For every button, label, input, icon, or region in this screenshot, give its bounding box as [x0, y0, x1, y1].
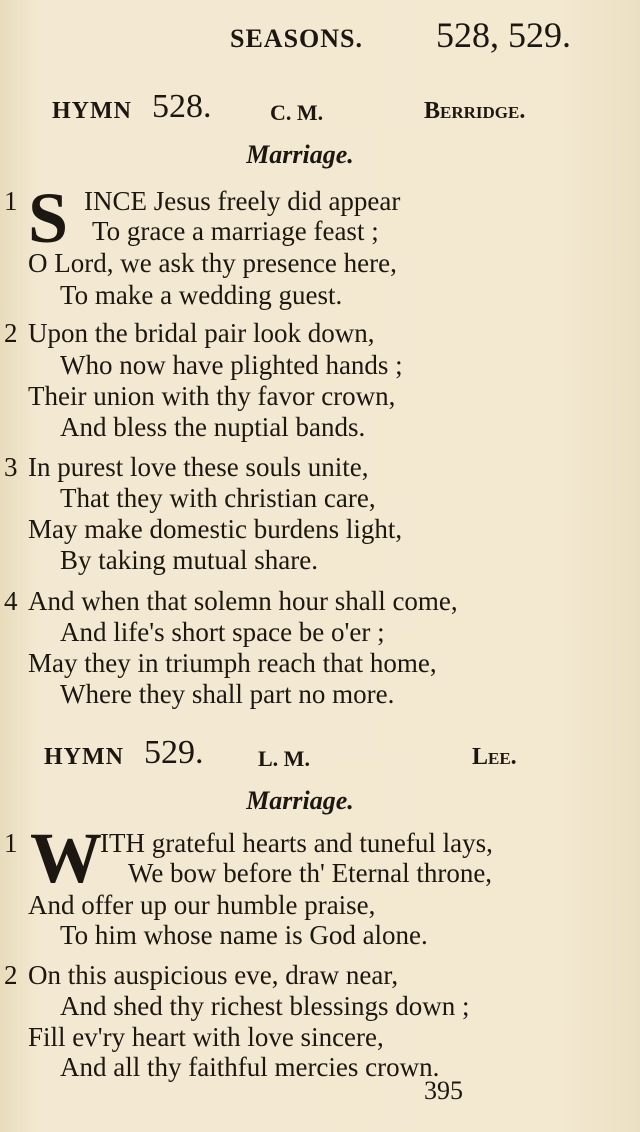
- verse-number: 1: [4, 828, 18, 858]
- hymn-line: Fill ev'ry heart with love sincere,: [28, 1022, 384, 1052]
- hymn-heading: [0, 88, 640, 132]
- hymn-line: Where they shall part no more.: [60, 679, 395, 709]
- hymn-meter: C. M.: [270, 100, 324, 125]
- hymn-line: INCE Jesus freely did appear: [84, 186, 401, 216]
- hymn-line: And shed thy richest blessings down ;: [60, 991, 470, 1021]
- hymn-line: On this auspicious eve, draw near,: [28, 960, 399, 990]
- hymn-line: That they with christian care,: [60, 483, 376, 513]
- verse-number: 2: [4, 318, 18, 348]
- drop-cap: S: [28, 178, 69, 258]
- hymn-line: And life's short space be o'er ;: [60, 617, 385, 647]
- hymn-subtitle: Marriage.: [246, 786, 354, 815]
- hymn-line: To him whose name is God alone.: [60, 920, 428, 950]
- page-number: 395: [424, 1076, 463, 1105]
- hymn-label: HYMN: [44, 744, 124, 770]
- hymn-number: 528.: [152, 88, 212, 125]
- hymn-line: To grace a marriage feast ;: [92, 216, 379, 246]
- verse-number: 2: [4, 960, 18, 990]
- hymn-subtitle: Marriage.: [246, 140, 354, 169]
- section-title: SEASONS.: [230, 24, 363, 53]
- hymn-line: May make domestic burdens light,: [28, 514, 403, 544]
- hymn-line: And offer up our humble praise,: [28, 890, 376, 920]
- verse-number: 1: [4, 186, 18, 216]
- running-header: [0, 14, 640, 58]
- hymn-line: And all thy faithful mercies crown.: [60, 1052, 440, 1082]
- drop-cap: W: [30, 818, 102, 898]
- hymn-line: May they in triumph reach that home,: [28, 648, 437, 678]
- hymn-line: Their union with thy favor crown,: [28, 381, 396, 411]
- hymn-author: Berridge.: [424, 98, 526, 124]
- verse-number: 3: [4, 452, 18, 482]
- hymn-line: We bow before th' Eternal throne,: [128, 858, 493, 888]
- hymn-meter: L. M.: [258, 746, 310, 771]
- hymn-line: Who now have plighted hands ;: [60, 350, 403, 380]
- verse-number: 4: [4, 586, 18, 616]
- hymn-label: HYMN: [52, 98, 132, 124]
- hymn-line: Upon the bridal pair look down,: [28, 318, 375, 348]
- hymn-line: To make a wedding guest.: [60, 280, 343, 310]
- hymn-line: And when that solemn hour shall come,: [28, 586, 458, 616]
- hymn-author: Lee.: [472, 744, 517, 770]
- hymn-line: In purest love these souls unite,: [28, 452, 369, 482]
- hymn-line: By taking mutual share.: [60, 545, 318, 575]
- hymn-line: O Lord, we ask thy presence here,: [28, 248, 397, 278]
- hymn-heading: [0, 734, 640, 778]
- hymn-line: And bless the nuptial bands.: [60, 412, 366, 442]
- hymn-number: 529.: [144, 734, 204, 771]
- hymn-number-range: 528, 529.: [436, 15, 571, 55]
- hymn-line: ITH grateful hearts and tuneful lays,: [100, 828, 493, 858]
